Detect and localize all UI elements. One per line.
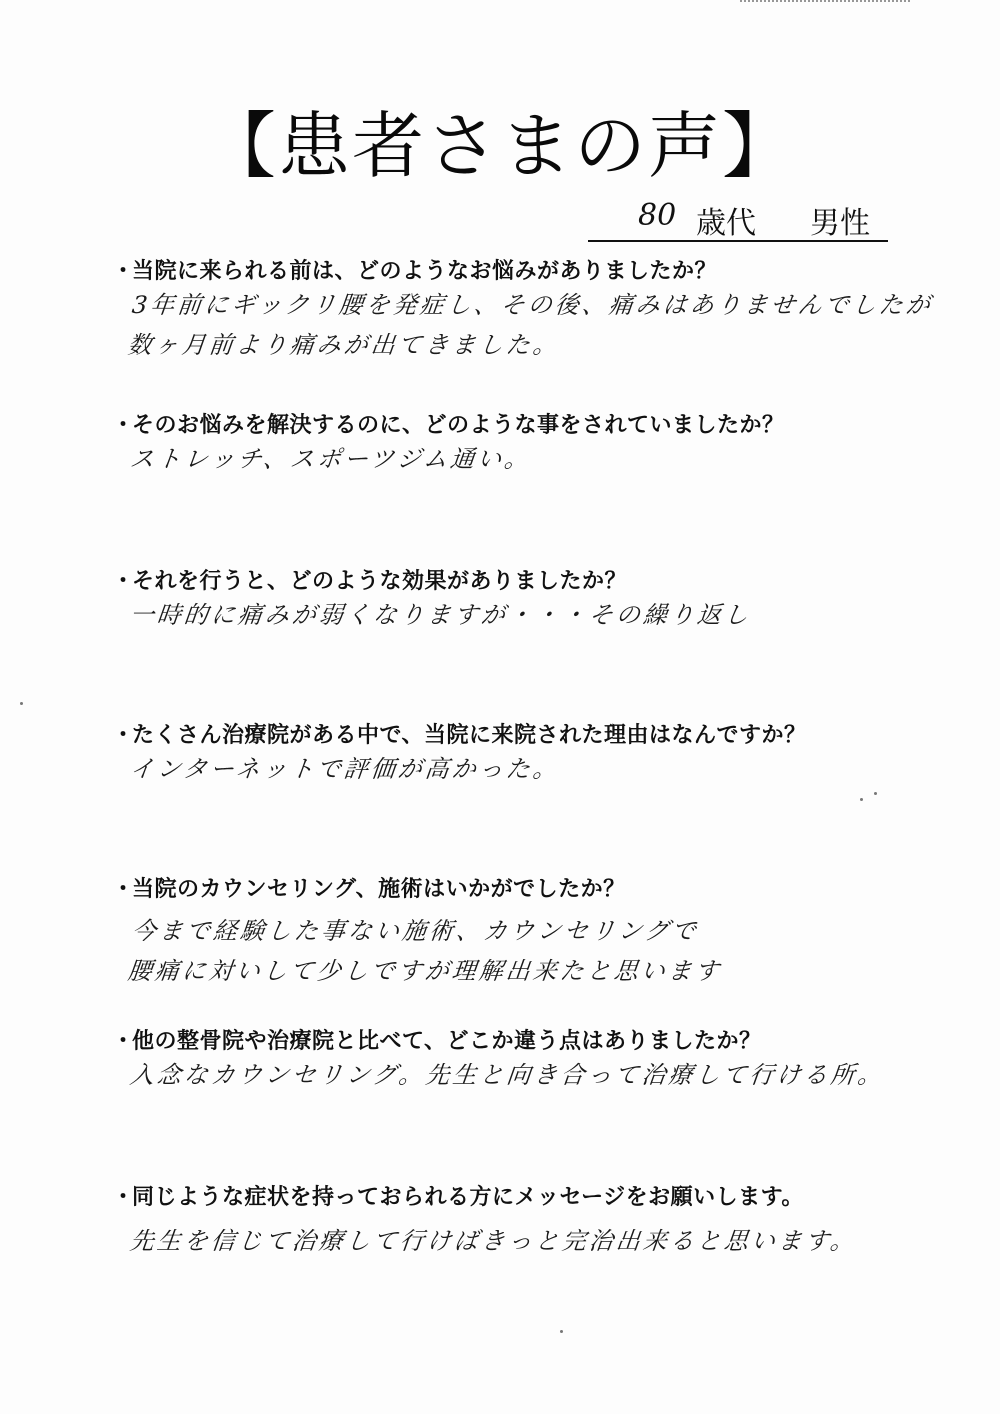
- question-text: [112, 1024, 892, 1055]
- question-label: 当院のカウンセリング、施術はいかがでしたか？: [132, 877, 626, 902]
- answer-line: 今まで経験した事ない施術、カウンセリングで: [130, 917, 701, 945]
- question-label: 当院に来られる前は、どのようなお悩みがありましたか？: [132, 259, 718, 284]
- bullet: ・: [112, 877, 135, 902]
- qa-item: [112, 408, 892, 479]
- question-text: [112, 254, 892, 285]
- answer-text: [126, 285, 935, 365]
- respondent-age-unit: 歳代: [696, 206, 756, 241]
- question-label: それを行うと、どのような効果がありましたか？: [132, 569, 628, 594]
- bullet: ・: [112, 723, 135, 748]
- answer-text: [128, 749, 894, 789]
- answer-line: 3年前にギックリ腰を発症し、その後、痛みはありませんでしたが: [130, 291, 935, 319]
- answer-text: [128, 1221, 894, 1261]
- answer-text: [126, 911, 896, 991]
- qa-item: [112, 718, 892, 789]
- answer-text: [128, 595, 894, 635]
- answer-text: [128, 439, 894, 479]
- question-text: [112, 718, 892, 749]
- page-title: 【患者さまの声】: [203, 104, 796, 188]
- answer-line: 一時的に痛みが弱くなりますが・・・その繰り返し: [128, 601, 753, 629]
- scan-speck: [560, 1330, 563, 1333]
- scan-speck: [20, 702, 23, 705]
- bullet: ・: [112, 1185, 135, 1210]
- qa-item: [112, 254, 935, 365]
- answer-text: [128, 1055, 894, 1095]
- qa-item: [112, 1180, 892, 1261]
- scan-speck: [860, 798, 863, 801]
- question-text: [112, 872, 892, 903]
- answer-line: 腰痛に対いして少しですが理解出来たと思います: [126, 957, 724, 985]
- scan-artifact: [740, 0, 910, 8]
- question-label: たくさん治療院がある中で、当院に来院された理由はなんですか？: [132, 723, 807, 748]
- respondent-info: [588, 196, 888, 242]
- answer-line: 数ヶ月前より痛みが出てきました。: [126, 331, 562, 359]
- answer-line: 先生を信じて治療して行けばきっと完治出来ると思います。: [128, 1227, 859, 1255]
- qa-item: [112, 564, 892, 635]
- qa-item: [112, 872, 892, 991]
- respondent-gender: 男性: [810, 206, 870, 241]
- qa-item: [112, 1024, 892, 1095]
- scan-speck: [874, 792, 877, 795]
- bullet: ・: [112, 413, 135, 438]
- question-text: [112, 408, 892, 439]
- bullet: ・: [112, 259, 135, 284]
- answer-line: ストレッチ、スポーツジム通い。: [128, 445, 533, 473]
- question-text: [112, 1180, 892, 1211]
- question-label: 同じような症状を持っておられる方にメッセージをお願いします。: [132, 1185, 804, 1210]
- question-label: 他の整骨院や治療院と比べて、どこか違う点はありましたか？: [132, 1029, 762, 1054]
- bullet: ・: [112, 569, 135, 594]
- question-text: [112, 564, 892, 595]
- answer-line: 入念なカウンセリング。先生と向き合って治療して行ける所。: [128, 1061, 887, 1089]
- question-label: そのお悩みを解決するのに、どのような事をされていましたか？: [132, 413, 785, 438]
- respondent-age: 80: [638, 198, 677, 233]
- bullet: ・: [112, 1029, 135, 1054]
- answer-line: インターネットで評価が高かった。: [128, 755, 562, 783]
